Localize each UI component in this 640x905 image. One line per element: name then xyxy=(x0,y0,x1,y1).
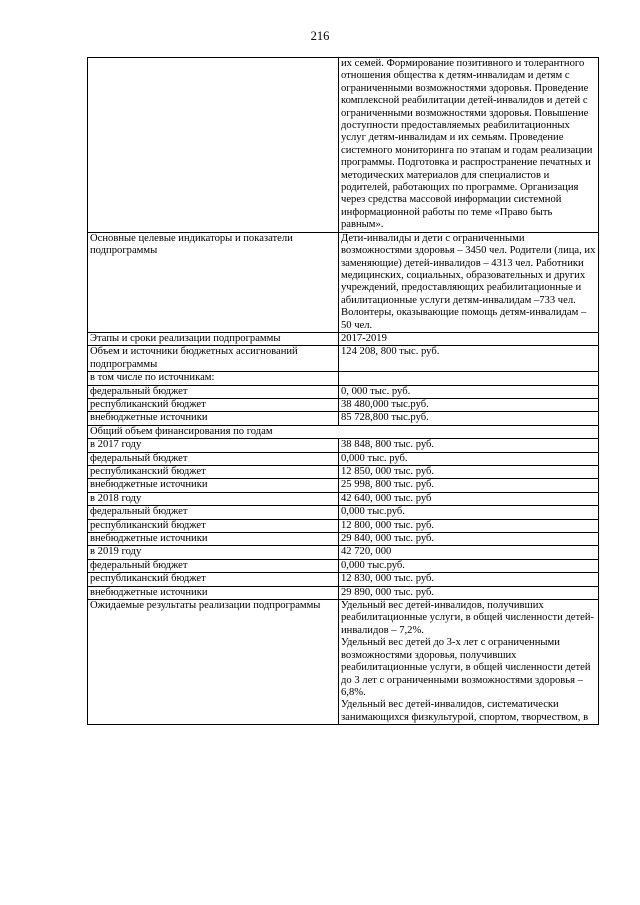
row-label: внебюджетные источники xyxy=(88,586,339,599)
row-label: в том числе по источникам: xyxy=(88,372,339,385)
row-value: 0, 000 тыс. руб. xyxy=(339,385,599,398)
row-label: Объем и источники бюджетных ассигнований подпрограммы xyxy=(88,346,339,372)
row-label: в 2019 году xyxy=(88,546,339,559)
table-row xyxy=(88,232,599,332)
table-row xyxy=(88,332,599,345)
row-value: 42 640, 000 тыс. руб xyxy=(339,492,599,505)
row-value: 0,000 тыс.руб. xyxy=(339,506,599,519)
table-row xyxy=(88,452,599,465)
row-value: 29 890, 000 тыс. руб. xyxy=(339,586,599,599)
row-label: республиканский бюджет xyxy=(88,398,339,411)
row-value xyxy=(339,600,599,725)
row-label: республиканский бюджет xyxy=(88,573,339,586)
table-row xyxy=(88,466,599,479)
table-row xyxy=(88,559,599,572)
table-row xyxy=(88,519,599,532)
table-row xyxy=(88,546,599,559)
table-row xyxy=(88,346,599,372)
row-value: 38 848, 800 тыс. руб. xyxy=(339,439,599,452)
result-paragraph: Удельный вес детей-инвалидов, систематически занимающихся физкультурой, спортом, творчеством, в xyxy=(341,699,589,723)
row-value: 2017-2019 xyxy=(339,332,599,345)
row-value xyxy=(339,372,599,385)
row-label: Основные целевые индикаторы и показатели подпрограммы xyxy=(88,232,339,332)
table-row xyxy=(88,439,599,452)
row-value: Дети-инвалиды и дети с ограниченными возможностями здоровья – 3450 чел. Родители (лица, их заменяющие) детей-инвалидов – 4313 чел. Работники медицинских, социальных, образовательных и других учреждений, предоставляющих реабилитационные и абилитационные услуги детям-инвалидам –733 чел. Волонтеры, оказывающие помощь детям-инвалидам – 50 чел. xyxy=(339,232,599,332)
row-value: 12 830, 000 тыс. руб. xyxy=(339,573,599,586)
row-value: 0,000 тыс.руб. xyxy=(339,559,599,572)
row-value: 42 720, 000 xyxy=(339,546,599,559)
table-row xyxy=(88,425,599,438)
table-row xyxy=(88,372,599,385)
row-value: их семей. Формирование позитивного и толерантного отношения общества к детям-инвалидам и детям с ограниченными возможностями здоровья. Проведение комплексной реабилитации детей-инвалидов и детей с ограниченными возможностями здоровья. Повышение доступности предоставляемых реабилитационных услуг детям-инвалидам и их семьям. Проведение системного мониторинга по этапам и годам реализации программы. Подготовка и распространение печатных и методических материалов для специалистов и родителей, работающих по программе. Организация через средства массовой информации системной информационной работы по теме «Право быть равным». xyxy=(339,58,599,233)
row-label: внебюджетные источники xyxy=(88,533,339,546)
page-number: 216 xyxy=(310,29,330,43)
row-label: федеральный бюджет xyxy=(88,559,339,572)
row-value: 38 480,000 тыс.руб. xyxy=(339,398,599,411)
table-row xyxy=(88,573,599,586)
table-row xyxy=(88,586,599,599)
row-value: 25 998, 800 тыс. руб. xyxy=(339,479,599,492)
row-label: республиканский бюджет xyxy=(88,519,339,532)
row-value: 124 208, 800 тыс. руб. xyxy=(339,346,599,372)
row-label xyxy=(88,58,339,233)
row-label: федеральный бюджет xyxy=(88,506,339,519)
row-label: в 2018 году xyxy=(88,492,339,505)
table-row xyxy=(88,492,599,505)
row-value: 85 728,800 тыс.руб. xyxy=(339,412,599,425)
result-paragraph: Удельный вес детей до 3-х лет с ограниченными возможностями здоровья, получивших реабилитационные услуги, в общей численности детей до 3 лет с ограниченными возможностями здоровья – 6,8%. xyxy=(341,637,591,698)
table-row xyxy=(88,533,599,546)
row-value: 29 840, 000 тыс. руб. xyxy=(339,533,599,546)
row-label: внебюджетные источники xyxy=(88,479,339,492)
row-label: в 2017 году xyxy=(88,439,339,452)
table-row xyxy=(88,385,599,398)
table-row xyxy=(88,479,599,492)
row-value: 0,000 тыс. руб. xyxy=(339,452,599,465)
table-row xyxy=(88,58,599,233)
total-by-years-heading: Общий объем финансирования по годам xyxy=(88,425,599,438)
subprogram-passport-table xyxy=(87,57,599,725)
row-value: 12 800, 000 тыс. руб. xyxy=(339,519,599,532)
row-value: 12 850, 000 тыс. руб. xyxy=(339,466,599,479)
table-row xyxy=(88,600,599,725)
row-label: Этапы и сроки реализации подпрограммы xyxy=(88,332,339,345)
row-label: Ожидаемые результаты реализации подпрограммы xyxy=(88,600,339,725)
row-label: федеральный бюджет xyxy=(88,452,339,465)
row-label: внебюджетные источники xyxy=(88,412,339,425)
row-label: республиканский бюджет xyxy=(88,466,339,479)
result-paragraph: Удельный вес детей-инвалидов, получивших реабилитационные услуги, в общей численности детей-инвалидов – 7,2%. xyxy=(341,600,595,636)
table-row xyxy=(88,506,599,519)
table-row xyxy=(88,398,599,411)
table-row xyxy=(88,412,599,425)
row-label: федеральный бюджет xyxy=(88,385,339,398)
